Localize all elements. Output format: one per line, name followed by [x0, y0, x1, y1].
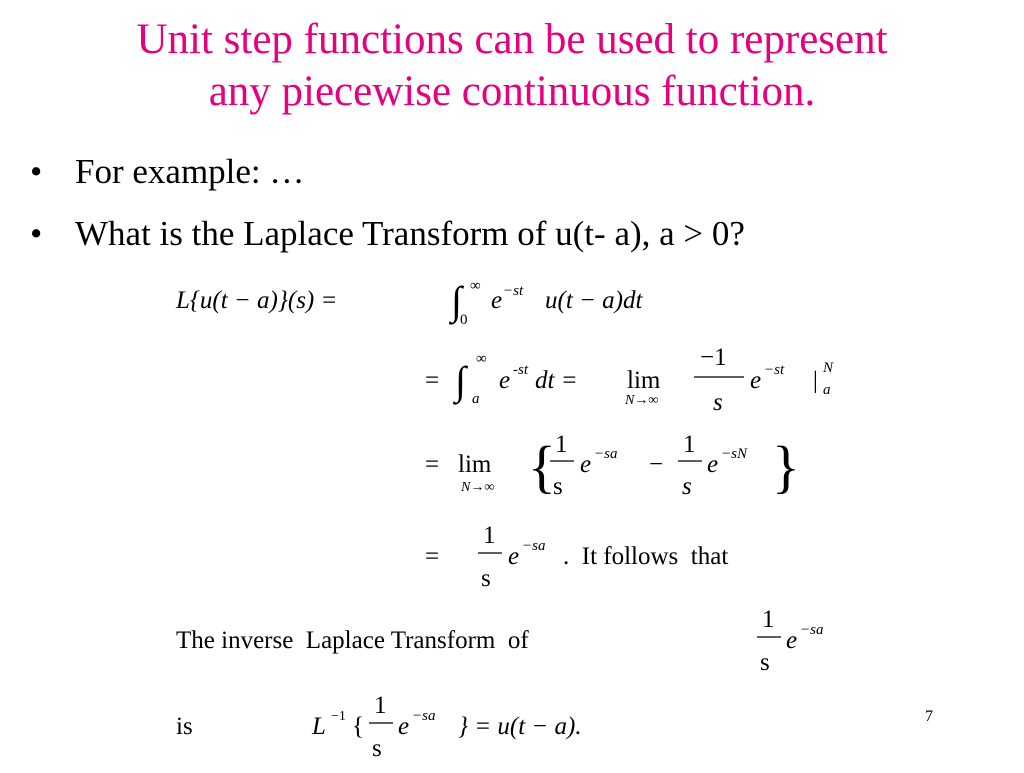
fraction-numerator: 1: [683, 431, 696, 458]
lim-subscript: N→∞: [461, 480, 495, 495]
fraction-denominator: s: [553, 473, 563, 500]
equals-sign: =: [425, 543, 440, 570]
fraction-denominator: s: [682, 473, 692, 500]
equals-sign: =: [425, 451, 440, 478]
fraction-denominator: s: [481, 565, 491, 592]
bullet-marker: •: [30, 152, 43, 191]
equation-line-6: [176, 692, 582, 762]
exp-power: −sa: [594, 446, 618, 462]
title-line-2: any piecewise continuous function.: [208, 68, 816, 115]
bullet-marker: •: [30, 214, 43, 253]
lim-label: lim: [458, 451, 492, 478]
exp-power: −sa: [412, 708, 436, 724]
fraction-numerator: 1: [374, 692, 387, 719]
integral-lower: 0: [460, 312, 468, 328]
fraction-numerator: 1: [762, 606, 775, 633]
integral-upper: ∞: [476, 351, 487, 367]
exp-power: −st: [503, 283, 524, 299]
fraction-numerator: −1: [700, 344, 727, 371]
dt-equals: dt =: [535, 367, 578, 394]
equation-line-3: [425, 431, 800, 500]
inverse-power: −1: [331, 709, 346, 724]
inverse-result: } = u(t − a).: [458, 713, 582, 740]
inverse-statement: The inverse Laplace Transform of: [176, 627, 529, 654]
laplace-lhs: L{u(t − a)}(s) =: [176, 287, 338, 314]
integral-lower: a: [472, 391, 480, 407]
exp-power: −sa: [800, 622, 824, 638]
exp-power: -st: [513, 362, 528, 378]
lim-subscript: N→∞: [625, 393, 659, 408]
integral-sign: ∫: [455, 358, 466, 403]
bullet-text: What is the Laplace Transform of u(t- a), a > 0?: [75, 214, 745, 253]
exp-power: −sN: [721, 446, 747, 462]
brace-close: }: [772, 434, 800, 499]
equation-line-5: [176, 606, 823, 676]
exp-base: e: [786, 627, 798, 654]
inverse-operator: L: [312, 713, 326, 740]
exp-base: e: [707, 451, 719, 478]
conclusion-text: . It follows that: [563, 543, 729, 570]
exp-power: −sa: [522, 538, 546, 554]
evaluation-bar: |: [813, 368, 818, 394]
fraction-denominator: s: [372, 735, 382, 762]
equation-line-1: [175, 278, 643, 328]
bullet-text: For example: …: [75, 152, 305, 191]
exp-base: e: [580, 451, 592, 478]
exp-base: e: [750, 367, 762, 394]
integral-upper: ∞: [470, 278, 481, 294]
integral-sign: ∫: [451, 278, 462, 323]
fraction-numerator: 1: [483, 522, 496, 549]
lim-label: lim: [627, 367, 661, 394]
exp-power: −st: [764, 362, 785, 378]
slide-number: 7: [925, 708, 933, 725]
equation-line-4: [425, 522, 728, 592]
is-label: is: [176, 713, 193, 740]
fraction-denominator: s: [713, 389, 723, 416]
eval-upper: N: [823, 360, 834, 376]
eval-lower: a: [823, 382, 831, 398]
integrand-rest: u(t − a)dt: [545, 287, 643, 314]
exp-base: e: [508, 543, 520, 570]
title-line-1: Unit step functions can be used to represent: [136, 16, 888, 63]
exp-base: e: [491, 287, 503, 314]
brace-open: {: [352, 713, 364, 740]
equation-line-2: [425, 344, 834, 416]
fraction-numerator: 1: [555, 431, 568, 458]
fraction-denominator: s: [760, 649, 770, 676]
minus-sign: −: [649, 451, 664, 478]
brace-open: {: [528, 434, 556, 499]
equals-sign: =: [425, 367, 440, 394]
exp-base: e: [499, 367, 511, 394]
exp-base: e: [398, 713, 410, 740]
